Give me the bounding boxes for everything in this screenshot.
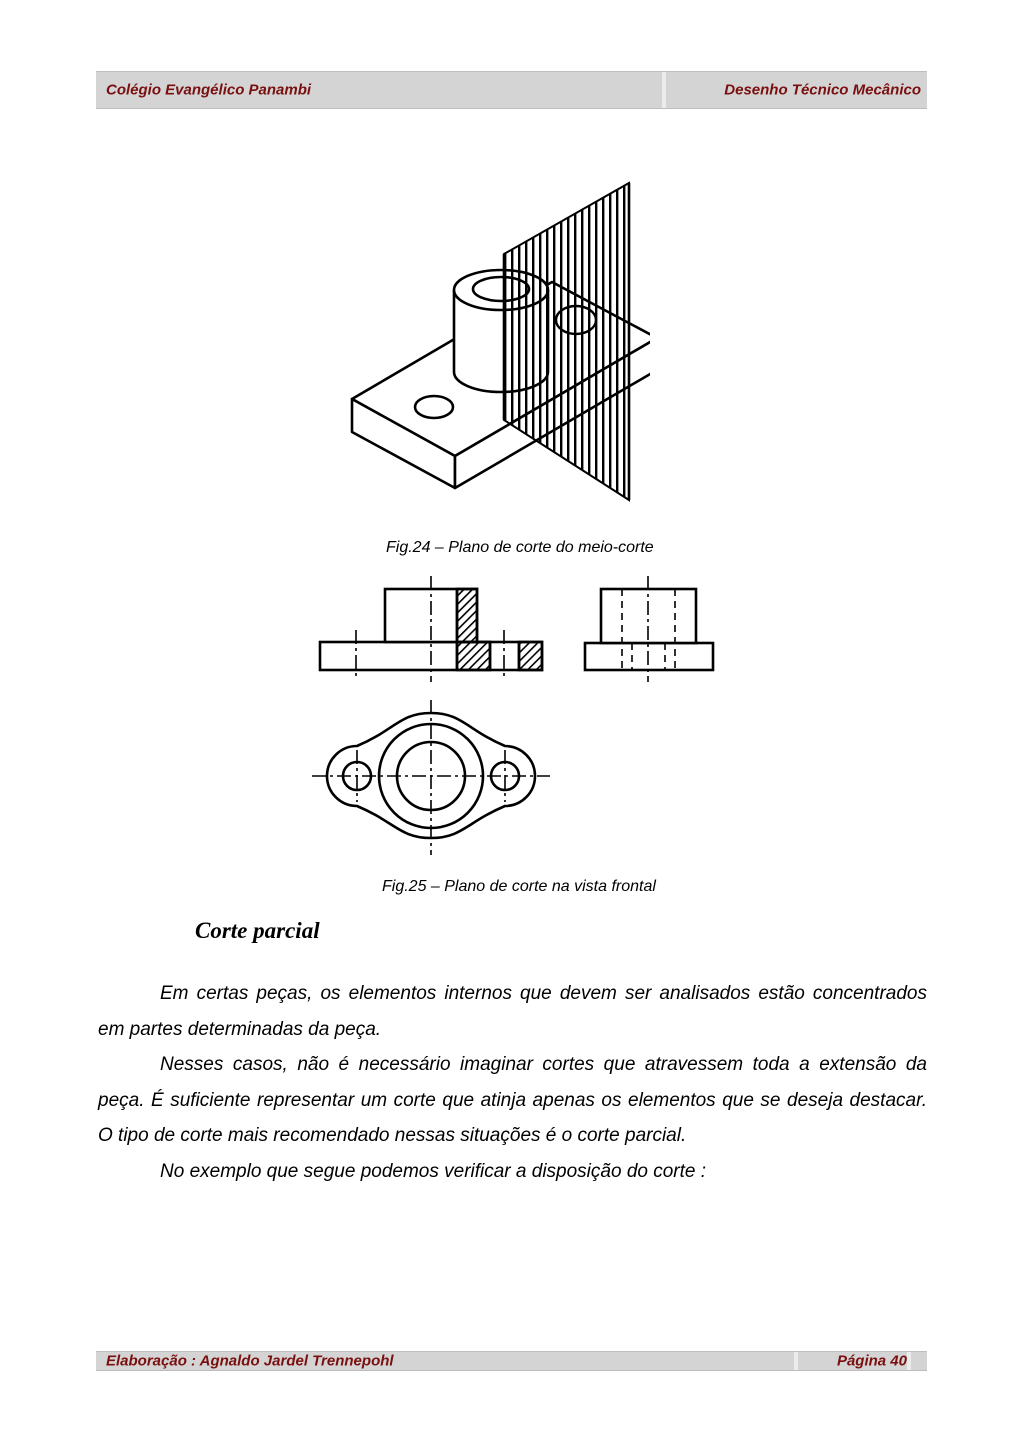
footer-page-number: Página 40 <box>836 1352 907 1370</box>
page-footer <box>96 1351 927 1371</box>
footer-author: Elaboração : Agnaldo Jardel Trennepohl <box>106 1352 394 1370</box>
footer-divider-right <box>907 1352 911 1370</box>
fig24-caption: Fig.24 – Plano de corte do meio-corte <box>386 539 654 556</box>
footer-divider <box>794 1352 798 1370</box>
body-paragraph-2: Nesses casos, não é necessário imaginar cortes que atravessem toda a extensão da peça. É suficiente representar um corte que atinja apenas os elementos que se deseja destacar. O tipo de corte mais recomendado nessas situações é o corte parcial. <box>98 1054 927 1146</box>
fig25-orthographic-drawing <box>305 575 725 860</box>
page-header <box>96 71 927 109</box>
fig24-isometric-illustration <box>340 175 650 505</box>
section-title: Corte parcial <box>195 918 320 943</box>
header-subject-title: Desenho Técnico Mecânico <box>724 81 921 99</box>
fig25-caption: Fig.25 – Plano de corte na vista frontal <box>382 878 656 895</box>
header-divider <box>662 72 666 108</box>
body-paragraph-1: Em certas peças, os elementos internos que devem ser analisados estão concentrados em partes determinadas da peça. <box>98 983 927 1040</box>
header-school-name: Colégio Evangélico Panambi <box>106 81 312 99</box>
body-paragraph-3: No exemplo que segue podemos verificar a disposição do corte : <box>160 1161 707 1182</box>
